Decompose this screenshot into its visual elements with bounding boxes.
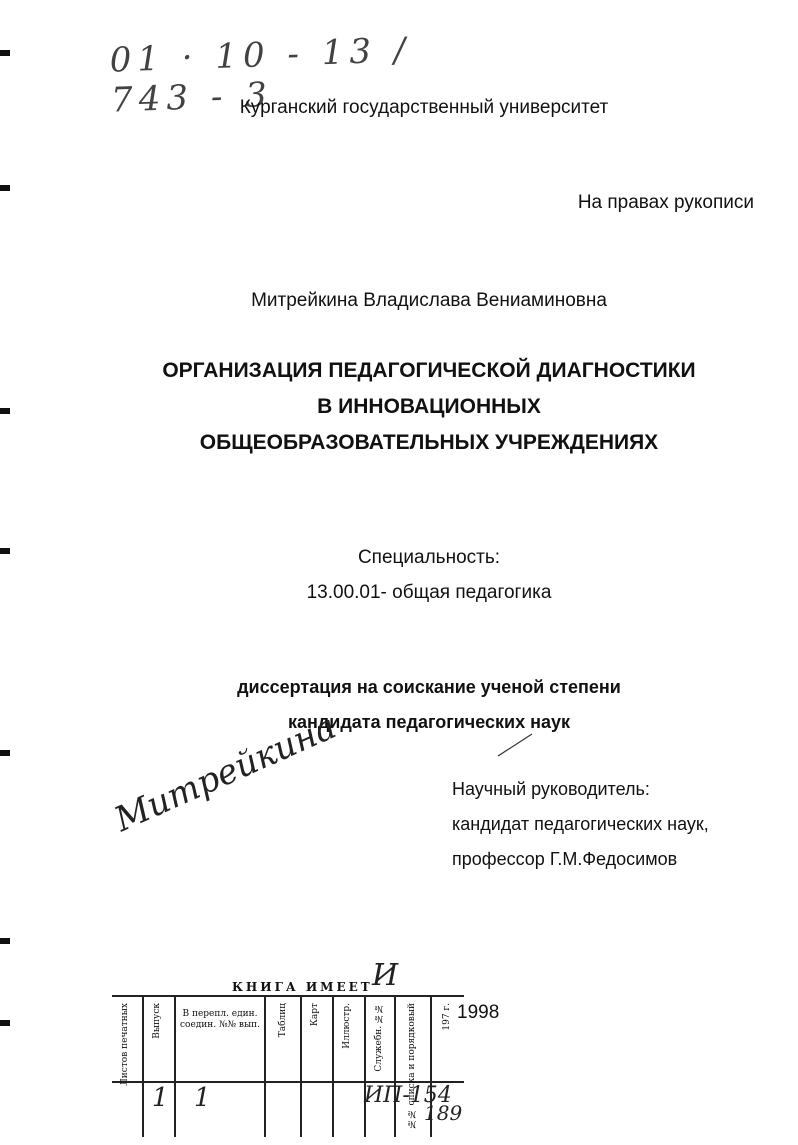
dissertation-title (0, 353, 798, 461)
degree-line: диссертация на соискание ученой степени (237, 677, 621, 697)
rights-note: На правах рукописи (577, 192, 754, 213)
stamp-col-year: 197 г. (442, 1003, 452, 1031)
stamp-divider (300, 997, 302, 1137)
supervisor-name: профессор Г.М.Федосимов (452, 849, 678, 869)
author-name: Митрейкина Владислава Вениаминовна (251, 290, 607, 311)
stamp-col-list: №№ списка и порядковый (407, 1003, 417, 1129)
year: 1998 (457, 1002, 500, 1023)
stamp-col-illustrations: Иллюстр. (342, 1003, 352, 1049)
specialty-block (0, 540, 798, 610)
stamp-value-list: 189 (424, 1101, 463, 1125)
stamp-value-issue: 1 (152, 1083, 169, 1113)
title-line: ОРГАНИЗАЦИЯ ПЕДАГОГИЧЕСКОЙ ДИАГНОСТИКИ (162, 359, 696, 382)
stamp-col-binding: В перепл. един. соедин. №№ вып. (179, 1009, 261, 1030)
stamp-divider (332, 997, 334, 1137)
degree-line: кандидата педагогических наук (287, 712, 570, 732)
supervisor-block (452, 772, 709, 877)
stamp-col-issue: Выпуск (152, 1003, 162, 1039)
title-line: В ИННОВАЦИОННЫХ (317, 395, 541, 418)
stamp-divider (142, 997, 144, 1137)
stamp-divider (394, 997, 396, 1137)
supervisor-label: Научный руководитель: (452, 779, 650, 799)
degree-block (0, 670, 798, 740)
title-line: ОБЩЕОБРАЗОВАТЕЛЬНЫХ УЧРЕЖДЕНИЯХ (199, 431, 659, 454)
stamp-header-handwritten: И (372, 958, 399, 993)
stamp-header: КНИГА ИМЕЕТ (232, 980, 373, 994)
stamp-value-binding: 1 (194, 1083, 211, 1113)
archive-number-handwritten: 01 · 10 - 13 / 743 - 3 (109, 30, 412, 121)
scan-mark (0, 185, 10, 191)
stamp-divider (364, 997, 366, 1137)
stamp-value-service: ИП-154 (364, 1083, 452, 1108)
pen-stroke (496, 730, 536, 760)
specialty-label: Специальность: (357, 547, 501, 568)
supervisor-degree: кандидат педагогических наук, (452, 814, 709, 834)
university-name: Курганский государственный университет (239, 97, 609, 118)
stamp-col-service: Служебн. №№ (374, 1003, 384, 1072)
library-stamp (112, 995, 464, 1145)
stamp-col-maps: Карт (310, 1003, 320, 1027)
stamp-col-tables: Таблиц (278, 1003, 288, 1038)
scan-mark (0, 750, 10, 756)
scan-mark (0, 50, 10, 56)
stamp-divider (264, 997, 266, 1137)
author-signature: Митрейкина (108, 706, 343, 840)
scan-mark (0, 938, 10, 944)
stamp-col-sheets: Листов печатных (120, 1003, 130, 1086)
scan-mark (0, 1020, 10, 1026)
specialty-value: 13.00.01- общая педагогика (306, 582, 552, 603)
